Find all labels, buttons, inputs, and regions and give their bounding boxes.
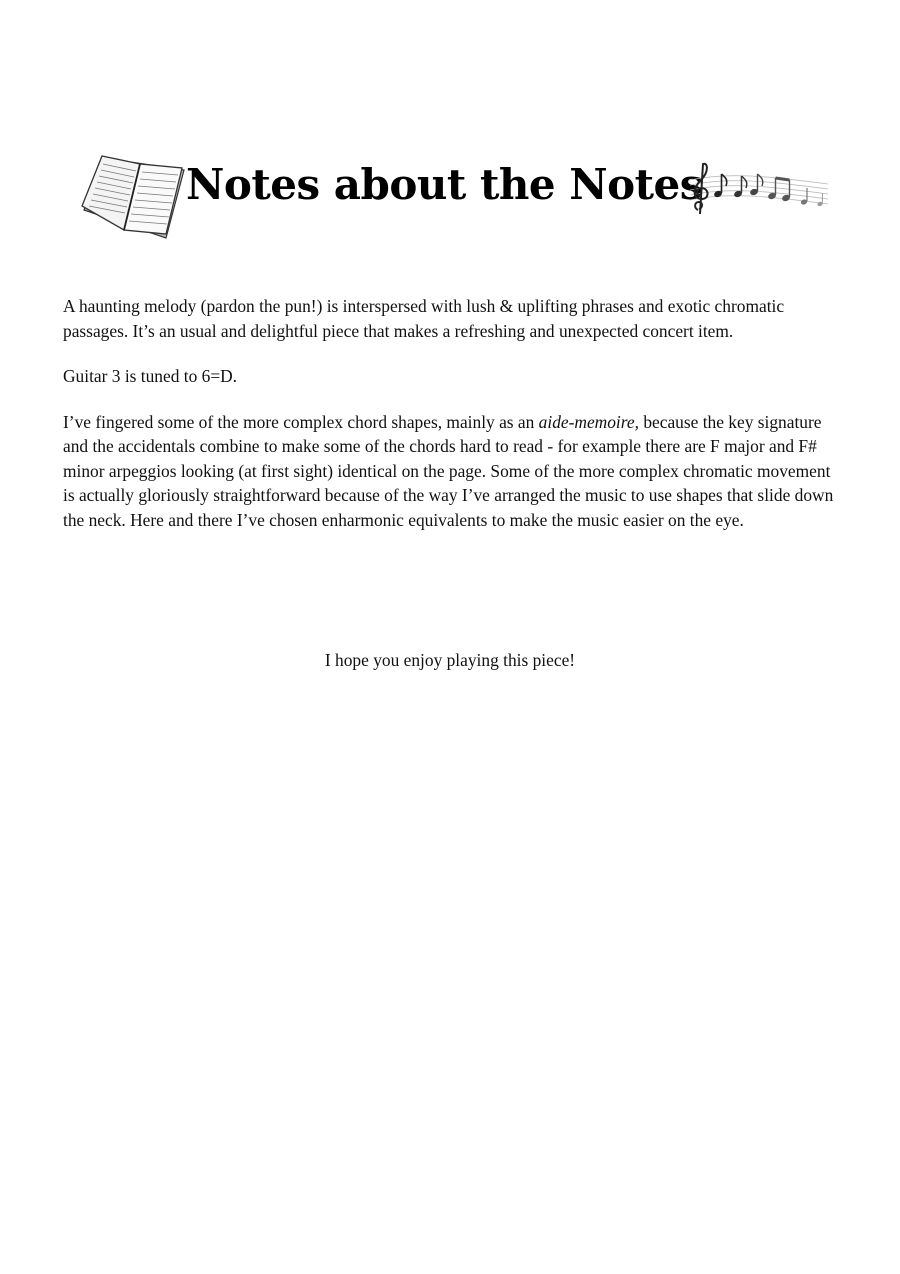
closing-line: I hope you enjoy playing this piece!	[324, 650, 576, 670]
paragraph-intro: A haunting melody (pardon the pun!) is interspersed with lush & uplifting phrases and exotic chromatic passages. It’s an usual and delightful piece that makes a refreshing and unexpected concert item.	[63, 296, 785, 341]
paragraph-fingering-end: because the key signature and the accidentals combine to make some of the chords hard to read - for example there are F major and F# minor arpeggios looking (at first sight) identical on the page. Some of the more complex chromatic movement is actually gloriously straightforward because of the way I’ve arranged the music to use shapes that slide down the neck. Here and there I’ve chosen enharmonic equivalents to make the music easier on the eye.	[63, 411, 834, 530]
body-text	[63, 294, 843, 553]
page-header	[78, 150, 838, 245]
page-title: Notes about the Notes	[186, 160, 703, 209]
paragraph-fingering-start: I’ve fingered some of the more complex chord shapes, mainly as an	[63, 411, 539, 432]
paragraph-fingering	[63, 410, 843, 533]
paragraph-tuning: Guitar 3 is tuned to 6=D.	[63, 366, 238, 386]
open-book-icon	[78, 152, 190, 242]
music-notes-icon	[688, 158, 830, 218]
aide-memoire-italic: aide-memoire,	[538, 411, 639, 432]
